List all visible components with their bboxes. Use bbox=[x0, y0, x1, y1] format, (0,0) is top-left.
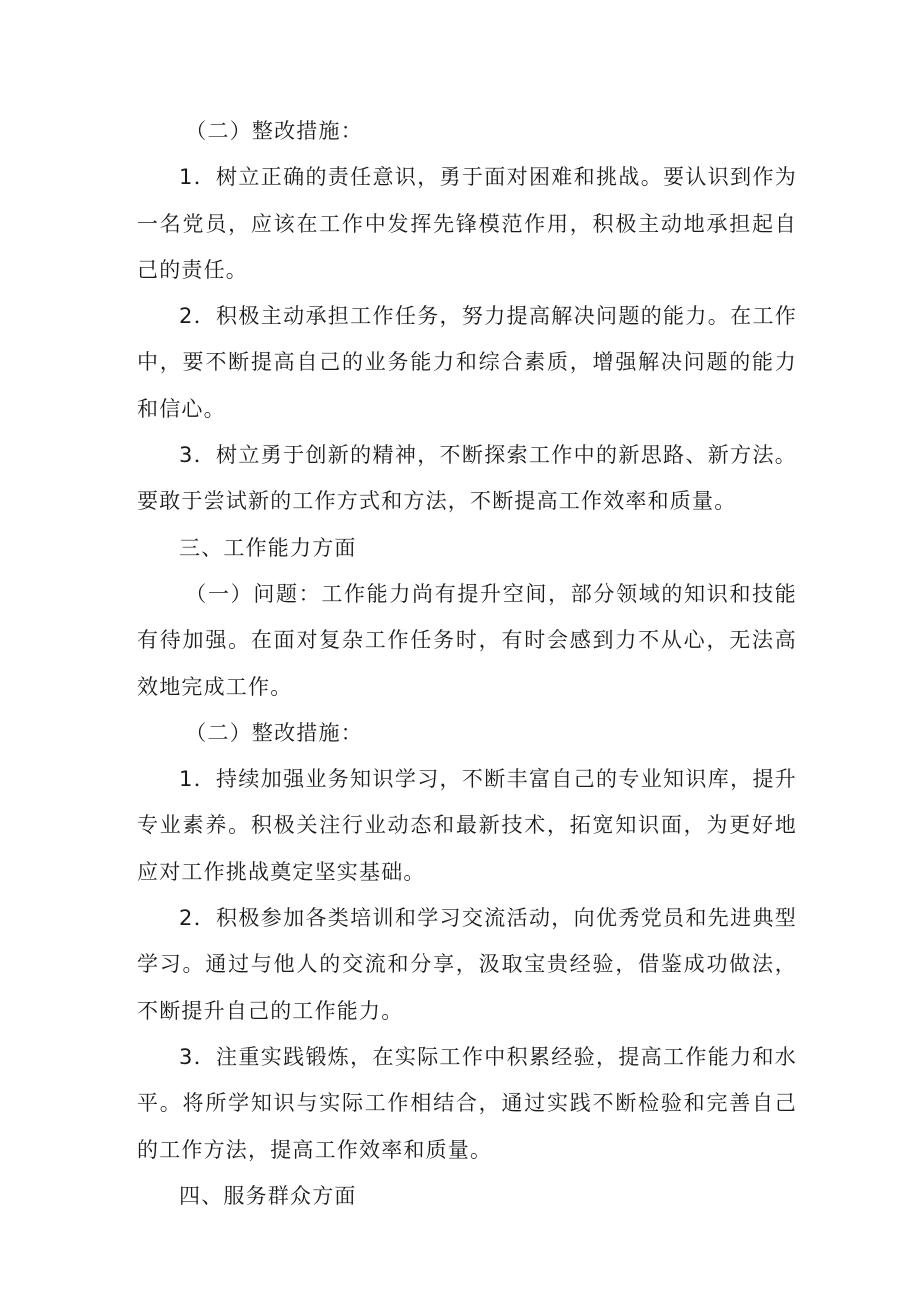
list-item: 2．积极主动承担工作任务，努力提高解决问题的能力。在工作中，要不断提高自己的业务能力和综合素质，增强解决问题的能力和信心。 bbox=[137, 304, 797, 421]
list-item: 1．持续加强业务知识学习，不断丰富自己的专业知识库，提升专业素养。积极关注行业动态和最新技术，拓宽知识面，为更好地应对工作挑战奠定坚实基础。 bbox=[137, 767, 797, 884]
list-item: 3．注重实践锻炼，在实际工作中积累经验，提高工作能力和水平。将所学知识与实际工作相结合，通过实践不断检验和完善自己的工作方法，提高工作效率和质量。 bbox=[137, 1044, 797, 1162]
subsection-heading: （二）整改措施： bbox=[185, 720, 363, 745]
list-item: 1．树立正确的责任意识，勇于面对困难和挑战。要认识到作为一名党员，应该在工作中发挥先锋模范作用，积极主动地承担起自己的责任。 bbox=[137, 165, 797, 282]
problem-paragraph: （一）问题：工作能力尚有提升空间，部分领域的知识和技能有待加强。在面对复杂工作任务时，有时会感到力不从心，无法高效地完成工作。 bbox=[137, 581, 797, 699]
list-item: 2．积极参加各类培训和学习交流活动，向优秀党员和先进典型学习。通过与他人的交流和分享，汲取宝贵经验，借鉴成功做法，不断提升自己的工作能力。 bbox=[137, 906, 797, 1023]
subsection-heading: （二）整改措施： bbox=[185, 119, 363, 143]
section-heading: 四、服务群众方面 bbox=[179, 1183, 357, 1208]
document-body bbox=[137, 108, 797, 1219]
section-heading: 三、工作能力方面 bbox=[179, 535, 357, 560]
list-item: 3．树立勇于创新的精神，不断探索工作中的新思路、新方法。要敢于尝试新的工作方式和方法，不断提高工作效率和质量。 bbox=[137, 443, 797, 514]
